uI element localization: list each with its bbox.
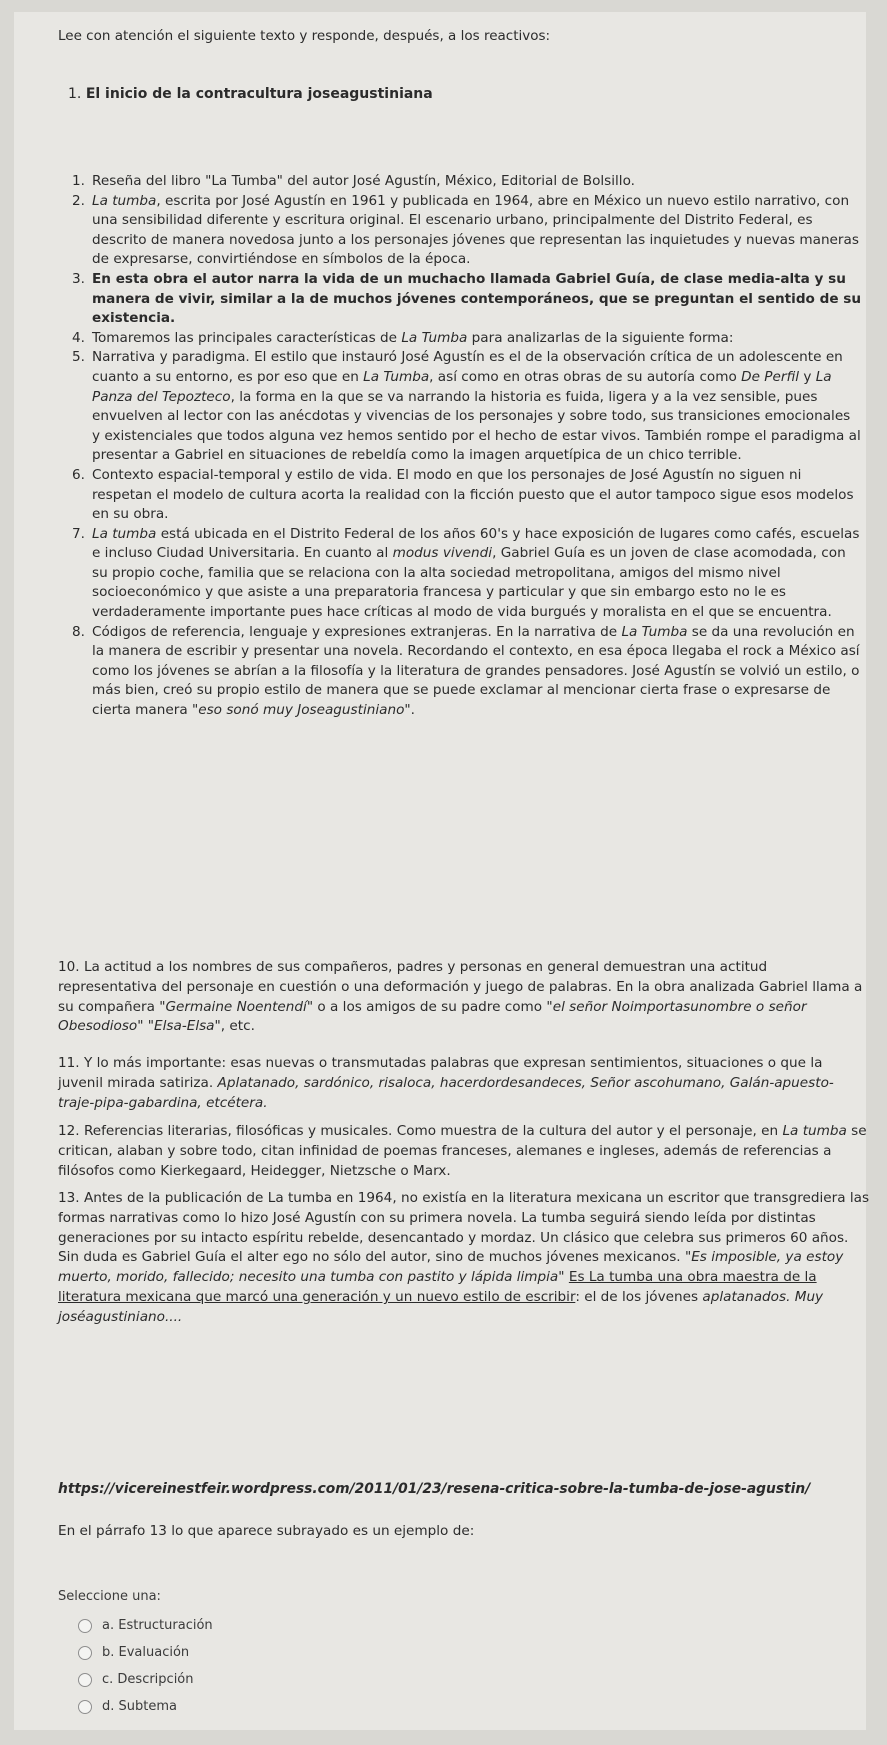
paragraph-13-segment: 13. Antes de la publicación de La tumba en 1964, no existía en la literatura mexicana un escritor que transgrediera las formas narrativas como lo hizo José Agustín con su primera novela. La tumba seguirá siendo leída por distintas generaciones por su intacto espíritu rebelde, desencantado y mordaz. Un clásico que celebra sus primeros 60 años. Sin duda es Gabriel Guía el alter ego no sólo del autor, sino de muchos jóvenes mexicanos. " [58,1190,870,1266]
list-item-text-segment: ". [404,702,415,719]
list-item [72,466,862,525]
list-item-text-segment: , escrita por José Agustín en 1961 y publicada en 1964, abre en México un nuevo estilo narrativo, con una sensibilidad diferente y escritura original. El escenario urbano, principalmente del Distrito Federal, es descrito de manera novedosa junto a los personajes jóvenes que representan las inquietudes y nuevas maneras de expresarse, convirtiéndose en símbolos de la época. [92,192,859,268]
question-text: En el párrafo 13 lo que aparece subrayado es un ejemplo de: [58,1523,475,1539]
paragraph-13-segment: Es imposible, ya estoy muerto, morido, fallecido; necesito una tumba con pastito y lápida limpia [58,1249,844,1286]
instructions: Lee con atención el siguiente texto y responde, después, a los reactivos: [58,28,551,44]
radio-button-a[interactable] [78,1619,92,1633]
list-item-text-segment: La Tumba [401,329,468,346]
radio-button-d[interactable] [78,1700,92,1714]
list-item [72,329,862,349]
numbered-list [72,172,862,721]
list-item-text-segment: se da una revolución en la manera de escribir y presentar una novela. Recordando el contexto, en esa época llegaba el rock a México así como los jóvenes se abrían a la filosofía y la literatura de grandes pensadores. José Agustín se volvió un estilo, o más bien, creó su propio estilo de manera que se puede exclamar al mencionar cierta frase o expresarse de cierta manera " [92,623,860,719]
list-item-text-segment: , así como en otras obras de su autoría como [429,368,742,385]
paragraph-10-segment: Germaine Noentendí [165,998,307,1015]
paragraph-12 [58,1122,870,1181]
list-item [72,270,862,329]
list-item-text: Contexto espacial-temporal y estilo de vida. El modo en que los personajes de José Agustín no siguen ni respetan el modelo de cultura acorta la realidad con la ficción puesto que el autor tampoco sigue esos modelos en su obra. [92,466,854,523]
paragraph-12-segment: La tumba [782,1123,847,1139]
paragraph-13-segment: aplatanados. Muy joséagustiniano.... [58,1288,824,1325]
select-label: Seleccione una: [58,1589,161,1604]
reading-page [14,12,870,1730]
source-url: https://vicereinestfeir.wordpress.com/2011/01/23/resena-critica-sobre-la-tumba-de-jose-agustin/ [58,1481,811,1497]
list-item-text-segment: para analizarlas de la siguiente forma: [467,329,734,346]
list-item-number: 2. [72,192,85,209]
list-item [72,623,862,721]
paragraph-10-segment: Elsa-Elsa [154,1018,215,1035]
paragraph-10-segment: " " [137,1018,155,1035]
option-d[interactable] [78,1699,177,1714]
paragraph-10 [58,958,870,1037]
list-item-text-segment: eso sonó muy Joseagustiniano [198,702,405,719]
list-item-text [92,525,862,623]
paragraph-10-segment: ", etc. [214,1018,255,1035]
list-item-text-segment: La Panza del Tepozteco [92,368,832,405]
list-item-text [92,623,862,721]
list-item-text [92,192,862,270]
radio-button-c[interactable] [78,1673,92,1687]
option-c-label: c. Descripción [102,1672,194,1687]
list-item-text-segment: Códigos de referencia, lenguaje y expresiones extranjeras. En la narrativa de [92,623,622,640]
list-item-text-segment: modus vivendi [392,545,493,562]
list-item-text-segment: De Perfil [741,368,800,385]
heading-title: El inicio de la contracultura joseagustiniana [85,86,433,102]
list-item-number: 3. [72,270,85,287]
paragraph-11-segment: 11. Y lo más importante: esas nuevas o transmutadas palabras que expresan sentimientos, situaciones o que la juvenil mirada satiriza. [58,1055,823,1091]
paragraph-13 [58,1189,870,1328]
list-item [72,192,862,270]
paragraph-10-segment: 10. La actitud a los nombres de sus compañeros, padres y personas en general demuestran una actitud representativa del personaje en cuestión o una deformación y juego de palabras. En la obra analizada Gabriel llama a su compañera " [58,959,863,1015]
list-item-text-segment: La tumba [92,192,157,209]
option-b[interactable] [78,1645,189,1660]
list-item-text [92,348,862,466]
paragraph-11-segment: Aplatanado, sardónico, risaloca, hacerdordesandeces, Señor ascohumano, Galán-apuesto-traje-pipa-gabardina, etcétera. [58,1074,834,1111]
option-d-label: d. Subtema [102,1699,177,1714]
list-item-text-segment: La Tumba [621,623,688,640]
list-item [72,525,862,623]
list-item-text-segment: , la forma en la que se va narrando la historia es fuida, ligera y a la vez sensible, pues envuelven al lector con las anécdotas y vivencias de los personajes y sobre todo, sus transiciones emocionales y existenciales que todos alguna vez hemos sentido por el hecho de estar vivos. También rompe el paradigma al presentar a Gabriel en situaciones de rebeldía como la imagen arquetípica de un chico terrible. [92,388,861,464]
paragraph-13-segment: " [558,1269,569,1286]
list-item-text [92,329,862,349]
list-item-text-segment: está ubicada en el Distrito Federal de los años 60's y hace exposición de lugares como cafés, escuelas e incluso Ciudad Universitaria. En cuanto al [92,525,860,562]
list-item-number: 6. [72,466,85,483]
list-item-text: En esta obra el autor narra la vida de un muchacho llamada Gabriel Guía, de clase media-alta y su manera de vivir, similar a la de muchos jóvenes contemporáneos, que se preguntan el sentido de su existencia. [92,270,862,327]
list-item-text-segment: La Tumba [363,368,430,385]
list-item-number: 5. [72,349,85,366]
paragraph-13-segment: Es La tumba una obra maestra de la literatura mexicana que marcó una generación y un nuevo estilo de escribir [58,1269,817,1305]
paragraph-13-segment: : el de los jóvenes [575,1288,703,1305]
list-item-text-segment: Tomaremos las principales características de [92,329,402,346]
option-a[interactable] [78,1618,213,1633]
paragraph-12-segment: se critican, alaban y sobre todo, citan infinidad de poemas franceses, alemanes e ingleses, además de referencias a filósofos como Kierkegaard, Heidegger, Nietzsche o Marx. [58,1123,867,1179]
list-item-number: 8. [72,623,85,640]
list-item [72,172,862,192]
option-b-label: b. Evaluación [102,1645,190,1660]
radio-button-b[interactable] [78,1646,92,1660]
list-item-text-segment: y [799,368,816,385]
list-item-number: 4. [72,329,85,346]
heading-number: 1. [68,86,82,102]
paragraph-10-segment: el señor Noimportasunombre o señor Obesodioso [58,998,807,1035]
option-a-label: a. Estructuración [102,1618,213,1633]
section-heading [68,86,433,102]
list-item-number: 1. [72,173,85,189]
list-item-text-segment: Narrativa y paradigma. El estilo que instauró José Agustín es el de la observación crítica de un adolescente en cuanto a su entorno, es por eso que en [92,349,843,385]
paragraph-11 [58,1054,870,1113]
paragraph-10-segment: " o a los amigos de su padre como " [306,998,553,1015]
list-item [72,348,862,466]
list-item-number: 7. [72,525,85,542]
list-item-text-segment: La tumba [92,525,157,542]
paragraph-12-segment: 12. Referencias literarias, filosóficas y musicales. Como muestra de la cultura del autor y el personaje, en [58,1123,783,1139]
list-item-text-segment: , Gabriel Guía es un joven de clase acomodada, con su propio coche, familia que se relaciona con la alta sociedad metropolitana, amigos del mismo nivel socioeconómico y que asiste a una preparatoria francesa y particular y que sin embargo esto no le es verdaderamente importante pues hace críticas al modo de vida burgués y moralista en el que se encuentra. [92,545,846,621]
list-item-text: Reseña del libro "La Tumba" del autor José Agustín, México, Editorial de Bolsillo. [92,173,635,189]
option-c[interactable] [78,1672,194,1687]
